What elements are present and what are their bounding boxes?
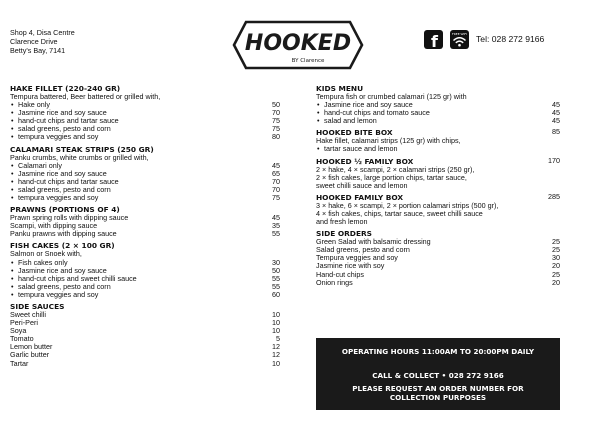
item-name: • tempura veggies and soy bbox=[18, 132, 99, 142]
item-price: 30 bbox=[552, 253, 560, 263]
section-desc-line: and fresh lemon bbox=[316, 217, 368, 227]
section-title-half-family-box: HOOKED ½ FAMILY BOX bbox=[316, 156, 414, 166]
item-price: 45 bbox=[552, 100, 560, 110]
item-price: 55 bbox=[272, 273, 280, 283]
item-name: Tartar bbox=[10, 358, 29, 368]
item-price: 80 bbox=[272, 132, 280, 142]
wifi-icon bbox=[450, 30, 469, 49]
menu-item bbox=[10, 230, 280, 238]
logo-subtext: BY Clarence bbox=[291, 58, 325, 64]
item-price: 60 bbox=[272, 289, 280, 299]
item-name: Hand-cut chips bbox=[316, 269, 364, 279]
item-price: 45 bbox=[272, 213, 280, 223]
section-title-prawns: PRAWNS (PORTIONS OF 4) bbox=[10, 205, 120, 215]
address-block bbox=[10, 29, 75, 55]
item-name: • Jasmine rice and soy sauce bbox=[18, 168, 107, 178]
address-line-2: Clarence Drive bbox=[10, 36, 58, 46]
section-desc-line: 3 × hake, 6 × scampi, 2 × portion calamari strips (500 gr), bbox=[316, 200, 499, 210]
item-name: Peri-Peri bbox=[10, 318, 38, 328]
section-desc-kids: Tempura fish or crumbed calamari (125 gr) with bbox=[316, 92, 467, 101]
order-number-note-line-2: COLLECTION PURPOSES bbox=[389, 393, 487, 402]
menu-item bbox=[10, 133, 280, 141]
section-title-calamari: CALAMARI STEAK STRIPS (250 GR) bbox=[10, 144, 154, 154]
item-price: 45 bbox=[552, 108, 560, 118]
item-name: Salad greens, pesto and corn bbox=[316, 245, 410, 255]
item-name: • hand-cut chips and sweet chilli sauce bbox=[18, 273, 137, 283]
item-price: 70 bbox=[272, 184, 280, 194]
menu-item bbox=[10, 319, 280, 327]
item-name: • salad greens, pesto and corn bbox=[18, 281, 111, 291]
item-name: Tempura veggies and soy bbox=[316, 253, 398, 263]
item-name: • salad greens, pesto and corn bbox=[18, 124, 111, 134]
item-name: • salad greens, pesto and corn bbox=[18, 184, 111, 194]
section-price-half-family-box: 170 bbox=[548, 155, 560, 165]
item-name: Soya bbox=[10, 326, 27, 336]
item-name: • Calamari only bbox=[18, 160, 62, 170]
item-price: 50 bbox=[272, 265, 280, 275]
item-name: • Jasmine rice and soy sauce bbox=[18, 108, 107, 118]
item-price: 20 bbox=[552, 261, 560, 271]
item-name: • Jasmine rice and soy sauce bbox=[18, 265, 107, 275]
facebook-icon[interactable] bbox=[424, 30, 443, 49]
item-price: 45 bbox=[272, 160, 280, 170]
section-desc-line: sweet chilli sauce and lemon bbox=[316, 180, 408, 190]
item-price: 12 bbox=[272, 342, 280, 352]
item-price: 55 bbox=[272, 281, 280, 291]
section-desc-hake: Tempura battered, Beer battered or grilled with, bbox=[10, 92, 161, 101]
svg-text:f: f bbox=[431, 32, 438, 49]
menu-item bbox=[10, 194, 280, 202]
section-desc-line: 4 × fish cakes, chips, tartar sauce, sweet chilli sauce bbox=[316, 208, 483, 218]
menu-item bbox=[316, 279, 560, 287]
item-name: • hand-cut chips and tartar sauce bbox=[18, 116, 119, 126]
address-line-3: Betty's Bay, 7141 bbox=[10, 45, 66, 55]
section-title-side-orders: SIDE ORDERS bbox=[316, 229, 372, 239]
item-name: Panku prawns with dipping sauce bbox=[10, 229, 117, 239]
item-price: 65 bbox=[272, 168, 280, 178]
menu-item bbox=[10, 360, 280, 368]
section-header-half-family-box bbox=[316, 157, 560, 166]
telephone: Tel: 028 272 9166 bbox=[476, 34, 545, 44]
operating-hours: OPERATING HOURS 11:00AM TO 20:00PM DAILY bbox=[341, 347, 535, 356]
item-price: 75 bbox=[272, 116, 280, 126]
item-price: 10 bbox=[272, 318, 280, 328]
item-name: • tempura veggies and soy bbox=[18, 193, 99, 203]
menu-item bbox=[10, 327, 280, 335]
section-price-family-box: 285 bbox=[548, 191, 560, 201]
item-name: Prawn spring rolls with dipping sauce bbox=[10, 213, 129, 223]
item-price: 35 bbox=[272, 221, 280, 231]
menu-right-column bbox=[316, 84, 560, 287]
hooked-logo bbox=[232, 16, 364, 74]
item-price: 70 bbox=[272, 108, 280, 118]
section-header-bite-box bbox=[316, 128, 560, 137]
menu-item bbox=[316, 117, 560, 125]
social-icons bbox=[424, 30, 472, 52]
item-name: • tartar sauce and lemon bbox=[324, 144, 398, 154]
section-desc-calamari: Panku crumbs, white crumbs or grilled with, bbox=[10, 152, 149, 162]
menu-left-column bbox=[10, 84, 280, 368]
item-name: Lemon butter bbox=[10, 342, 53, 352]
item-price: 25 bbox=[552, 269, 560, 279]
section-title-side-sauces: SIDE SAUCES bbox=[10, 301, 65, 311]
call-and-collect: CALL & COLLECT • 028 272 9166 bbox=[372, 371, 504, 380]
item-price: 75 bbox=[272, 124, 280, 134]
item-name: • hand-cut chips and tartar sauce bbox=[18, 176, 119, 186]
item-price: 25 bbox=[552, 237, 560, 247]
item-price: 25 bbox=[552, 245, 560, 255]
item-name: Tomato bbox=[10, 334, 34, 344]
menu-item bbox=[10, 311, 280, 319]
item-name: Scampi, with dipping sauce bbox=[10, 221, 98, 231]
section-desc-bite-box: Hake fillet, calamari strips (125 gr) with chips, bbox=[316, 136, 461, 146]
menu-item bbox=[10, 291, 280, 299]
item-name: Green Salad with balsamic dressing bbox=[316, 237, 431, 247]
address-line-1: Shop 4, Disa Centre bbox=[10, 28, 75, 37]
item-price: 12 bbox=[272, 350, 280, 360]
item-price: 50 bbox=[272, 100, 280, 110]
section-price-bite-box: 85 bbox=[552, 127, 560, 137]
item-name: • salad and lemon bbox=[324, 116, 377, 126]
order-number-note-line-1: PLEASE REQUEST AN ORDER NUMBER FOR bbox=[352, 384, 524, 393]
section-title-hake: HAKE FILLET (220-240 GR) bbox=[10, 84, 121, 93]
item-price: 70 bbox=[272, 176, 280, 186]
item-price: 75 bbox=[272, 193, 280, 203]
section-desc-fish-cakes: Salmon or Snoek with, bbox=[10, 249, 82, 259]
item-price: 45 bbox=[552, 116, 560, 126]
section-header-family-box bbox=[316, 193, 560, 202]
item-price: 30 bbox=[272, 257, 280, 267]
item-name: Jasmine rice with soy bbox=[316, 261, 385, 271]
section-title-fish-cakes: FISH CAKES (2 × 100 GR) bbox=[10, 241, 115, 251]
section-title-kids: KIDS MENU bbox=[316, 84, 364, 93]
menu-item bbox=[10, 343, 280, 351]
section-title-family-box: HOOKED FAMILY BOX bbox=[316, 192, 404, 202]
item-price: 10 bbox=[272, 326, 280, 336]
section-title-bite-box: HOOKED BITE BOX bbox=[316, 128, 393, 138]
item-name: • Jasmine rice and soy sauce bbox=[324, 100, 413, 110]
section-desc-line: 2 × fish cakes, large portion chips, tartar sauce, bbox=[316, 172, 467, 182]
item-name: Sweet chilli bbox=[10, 309, 46, 319]
menu-item bbox=[316, 145, 560, 153]
item-price: 55 bbox=[272, 229, 280, 239]
item-price: 5 bbox=[276, 334, 280, 344]
wifi-label: FREE WIFI bbox=[451, 32, 468, 36]
menu-item bbox=[10, 351, 280, 359]
item-price: 10 bbox=[272, 309, 280, 319]
item-name: • hand-cut chips and tomato sauce bbox=[324, 108, 430, 118]
logo-text: HOOKED bbox=[244, 31, 352, 56]
item-price: 10 bbox=[272, 358, 280, 368]
item-name: • tempura veggies and soy bbox=[18, 289, 99, 299]
item-name: • Fish cakes only bbox=[18, 257, 68, 267]
section-desc-line: 2 × hake, 4 × scampi, 2 × calamari strips (250 gr), bbox=[316, 164, 475, 174]
item-name: Onion rings bbox=[316, 277, 353, 287]
item-price: 20 bbox=[552, 277, 560, 287]
item-name: Garlic butter bbox=[10, 350, 50, 360]
info-box bbox=[316, 338, 560, 410]
item-name: • Hake only bbox=[18, 100, 50, 110]
